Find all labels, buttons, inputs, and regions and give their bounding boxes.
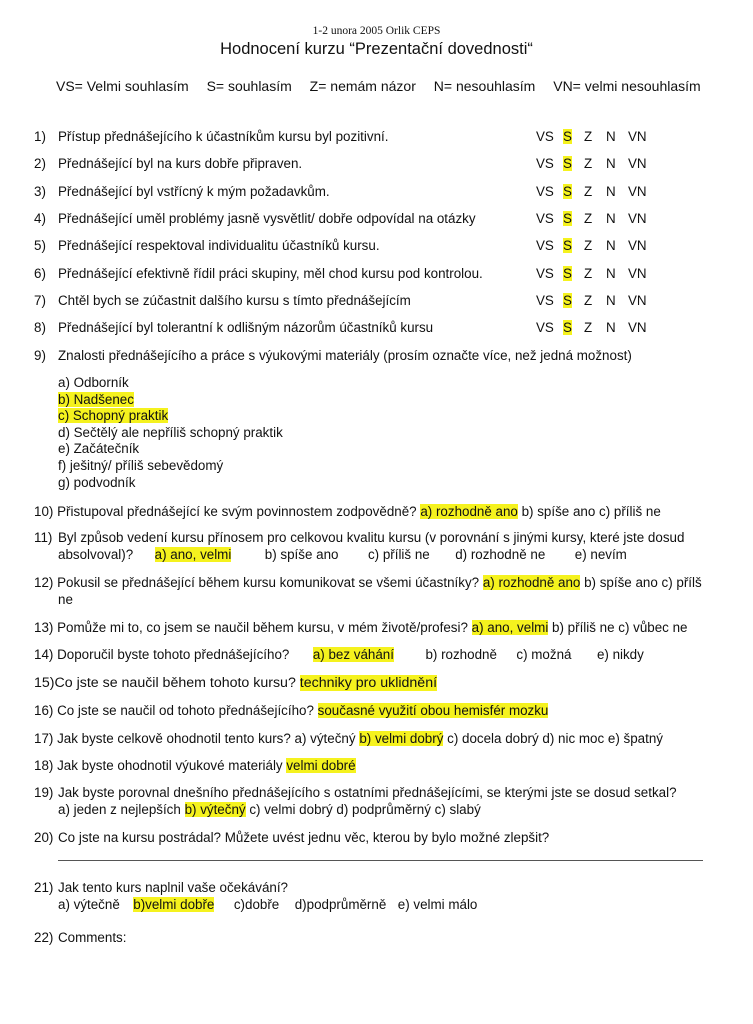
question-number: 11): [34, 530, 53, 545]
selected-answer: a) bez váhání: [312, 647, 394, 662]
question-text: Jak tento kurs naplnil vaše očekávání?: [58, 880, 289, 895]
q9-options: [58, 375, 283, 491]
scale-option-s[interactable]: S: [563, 156, 572, 172]
question-number: 9): [34, 348, 46, 363]
scale-option-s[interactable]: S: [563, 129, 572, 144]
selected-answer: a) ano, velmi: [154, 547, 232, 562]
scale-option-vs[interactable]: VS: [536, 265, 554, 281]
question-line: [34, 504, 661, 519]
scale-option-vn[interactable]: VN: [628, 183, 647, 199]
option: c) možná: [516, 647, 572, 662]
selected-answer: techniky pro uklidnění: [299, 675, 438, 691]
question-text: Pokusil se přednášející během kursu komunikovat se všemi účastníky?: [57, 575, 480, 590]
scale-option-vn[interactable]: VN: [628, 210, 647, 226]
question-text: Přednášející respektoval individualitu účastníků kursu.: [58, 238, 380, 254]
question-number: 10): [34, 504, 54, 519]
option: e) nikdy: [596, 647, 644, 662]
question-line: [34, 703, 548, 718]
legend-vn: VN= velmi nesouhlasím: [553, 78, 701, 94]
question-number: 1): [34, 129, 46, 144]
question-number: 15): [34, 675, 55, 691]
option: c)dobře: [233, 897, 280, 912]
scale-option-s[interactable]: S: [563, 183, 572, 199]
q9-option[interactable]: [58, 408, 283, 425]
option: d) rozhodně ne: [455, 547, 546, 562]
date-line: 1-2 unora 2005 Orlik CEPS: [312, 25, 441, 37]
other-options: b) příliš ne c) vůbec ne: [552, 620, 688, 635]
question-text: Přednášející byl vstřícný k mým požadavkům.: [58, 183, 330, 199]
selected-answer: b) výtečný: [184, 802, 246, 817]
question-line: [34, 620, 688, 635]
other-options: c) velmi dobrý d) podprůměrný c) slabý: [249, 802, 481, 817]
question-text: Znalosti přednášejícího a práce s výukovými materiály (prosím označte více, než jedná možnost): [58, 348, 632, 363]
selected-answer: velmi dobré: [286, 758, 356, 773]
question-number: 2): [34, 156, 46, 172]
option: e) velmi málo: [397, 897, 478, 912]
question-number: 19): [34, 785, 54, 800]
answer-line[interactable]: [58, 860, 703, 861]
scale-option-z[interactable]: Z: [584, 265, 593, 281]
scale-option-s[interactable]: S: [563, 265, 572, 281]
question-number: 14): [34, 647, 54, 662]
question-options: [58, 547, 627, 562]
scale-option-z[interactable]: Z: [584, 210, 593, 226]
q9-option[interactable]: [58, 475, 283, 492]
q9-option[interactable]: [58, 392, 283, 409]
question-number: 21): [34, 880, 54, 895]
scale-option-s[interactable]: S: [563, 210, 572, 226]
option: b) rozhodně: [425, 647, 497, 662]
question-text: Chtěl bych se zúčastnit dalšího kursu s tímto přednášejícím: [58, 292, 411, 308]
scale-option-n[interactable]: N: [606, 183, 616, 199]
scale-option-z[interactable]: Z: [584, 238, 593, 254]
question-text: Co jste na kursu postrádal? Můžete uvést jednu věc, kterou by bylo možné zlepšit?: [58, 830, 550, 845]
question-number: 13): [34, 620, 54, 635]
question-number: 17): [34, 731, 54, 746]
scale-option-vs[interactable]: VS: [536, 156, 554, 172]
scale-option-n[interactable]: N: [606, 265, 616, 281]
scale-option-n[interactable]: N: [606, 238, 616, 254]
question-text: Přístup přednášejícího k účastníkům kursu byl pozitivní.: [58, 129, 389, 144]
other-options: c) docela dobrý d) nic moc e) špatný: [447, 731, 663, 746]
question-text: Přistupoval přednášející ke svým povinnostem zodpovědně?: [57, 504, 417, 519]
question-number: 16): [34, 703, 54, 718]
scale-option-z[interactable]: Z: [584, 183, 593, 199]
option-label: b) Nadšenec: [58, 391, 134, 407]
scale-option-vn[interactable]: VN: [628, 129, 647, 144]
question-number: 7): [34, 292, 46, 308]
question-number: 8): [34, 320, 46, 336]
question-text: Jak byste ohodnotil výukové materiály: [57, 758, 283, 773]
question-number: 3): [34, 183, 46, 199]
question-line: [34, 758, 356, 773]
option: a) výtečně: [58, 897, 120, 912]
question-number: 4): [34, 210, 46, 226]
option-label: e) Začátečník: [58, 441, 140, 457]
rating-legend: [56, 78, 715, 94]
scale-option-vs[interactable]: VS: [536, 210, 554, 226]
scale-option-n[interactable]: N: [606, 320, 616, 336]
scale-option-z[interactable]: Z: [584, 292, 593, 308]
scale-option-vn[interactable]: VN: [628, 292, 647, 308]
scale-option-vs[interactable]: VS: [536, 183, 554, 199]
scale-option-s[interactable]: S: [563, 292, 572, 308]
option: c) příliš ne: [367, 547, 430, 562]
question-line: [34, 675, 437, 691]
question-options: [58, 897, 477, 912]
option: d)podprůměrně: [294, 897, 387, 912]
scale-option-vn[interactable]: VN: [628, 265, 647, 281]
scale-option-z[interactable]: Z: [584, 129, 593, 144]
question-text: Přednášející byl tolerantní k odlišným názorům účastníků kursu: [58, 320, 434, 336]
other-options: b) spíše ano c) příliš ne: [521, 504, 661, 519]
scale-option-n[interactable]: N: [606, 129, 616, 144]
scale-option-vs[interactable]: VS: [536, 320, 554, 336]
scale-option-vn[interactable]: VN: [628, 238, 647, 254]
q9-option[interactable]: [58, 441, 283, 458]
scale-option-s[interactable]: S: [563, 320, 572, 336]
question-text: Byl způsob vedení kursu přínosem pro celkovou kvalitu kursu (v porovnání s jinými kursy, které jste dosud: [58, 530, 685, 545]
q9-option[interactable]: [58, 375, 283, 392]
option-label: f) ješitný/ příliš sebevědomý: [58, 457, 224, 473]
q9-option[interactable]: [58, 458, 283, 475]
legend-n: N= nesouhlasím: [433, 78, 536, 94]
question-number: 12): [34, 575, 54, 590]
question-text: Pomůže mi to, co jsem se naučil během kursu, v mém životě/profesi?: [57, 620, 468, 635]
option: e) nevím: [574, 547, 627, 562]
option-label: c) Schopný praktik: [58, 408, 169, 424]
q9-option[interactable]: [58, 425, 283, 442]
question-text: Comments:: [58, 930, 127, 945]
question-text: Jak byste celkově ohodnotil tento kurs? a) výtečný: [57, 731, 356, 746]
scale-option-vs[interactable]: VS: [536, 238, 554, 254]
selected-answer: b)velmi dobře: [133, 897, 215, 912]
scale-option-z[interactable]: Z: [584, 156, 593, 172]
selected-answer: současné využití obou hemisfér mozku: [317, 703, 549, 718]
question-text: Jak byste porovnal dnešního přednášejícího s ostatními přednášejícími, se kterými jste se dosud setkal?: [58, 785, 677, 800]
question-line: [34, 647, 644, 662]
legend-z: Z= nemám názor: [309, 78, 416, 94]
legend-vs: VS= Velmi souhlasím: [56, 78, 189, 94]
question-line: [34, 575, 702, 590]
selected-answer: a) rozhodně ano: [420, 504, 518, 519]
question-text: Přednášející uměl problémy jasně vysvětlit/ dobře odpovídal na otázky: [58, 210, 476, 226]
scale-option-vs[interactable]: VS: [536, 292, 554, 308]
question-number: 5): [34, 238, 46, 254]
question-text: Co jste se naučil od tohoto přednášejícího?: [57, 703, 314, 718]
option: a) jeden z nejlepších: [58, 802, 181, 817]
question-text: Co jste se naučil během tohoto kursu?: [54, 675, 296, 691]
question-text-cont: absolvoval)?: [58, 547, 134, 562]
option-label: d) Sečtělý ale nepříliš schopný praktik: [58, 424, 283, 440]
other-options: b) spíše ano c) přílš: [584, 575, 702, 590]
question-text-cont: ne: [58, 592, 73, 607]
question-number: 6): [34, 265, 46, 281]
page-title: Hodnocení kurzu “Prezentační dovednosti“: [220, 40, 533, 58]
scale-option-n[interactable]: N: [606, 292, 616, 308]
option: b) spíše ano: [264, 547, 339, 562]
selected-answer: a) rozhodně ano: [482, 575, 581, 590]
selected-answer: a) ano, velmi: [471, 620, 549, 635]
option-label: a) Odborník: [58, 375, 129, 390]
scale-option-vn[interactable]: VN: [628, 156, 647, 172]
scale-option-vn[interactable]: VN: [628, 320, 647, 336]
scale-option-n[interactable]: N: [606, 210, 616, 226]
scale-option-n[interactable]: N: [606, 156, 616, 172]
question-options: [58, 802, 481, 817]
question-text: Přednášející efektivně řídil práci skupiny, měl chod kursu pod kontrolou.: [58, 265, 483, 281]
question-number: 18): [34, 758, 54, 773]
scale-option-vs[interactable]: VS: [536, 129, 554, 144]
question-line: [34, 731, 663, 746]
selected-answer: b) velmi dobrý: [359, 731, 444, 746]
scale-option-s[interactable]: S: [563, 238, 572, 254]
question-number: 22): [34, 930, 54, 945]
question-text: Přednášející byl na kurs dobře připraven.: [58, 156, 303, 172]
question-text: Doporučil byste tohoto přednášejícího?: [57, 647, 290, 662]
scale-option-z[interactable]: Z: [584, 320, 593, 336]
legend-s: S= souhlasím: [206, 78, 292, 94]
question-number: 20): [34, 830, 54, 845]
option-label: g) podvodník: [58, 474, 136, 490]
